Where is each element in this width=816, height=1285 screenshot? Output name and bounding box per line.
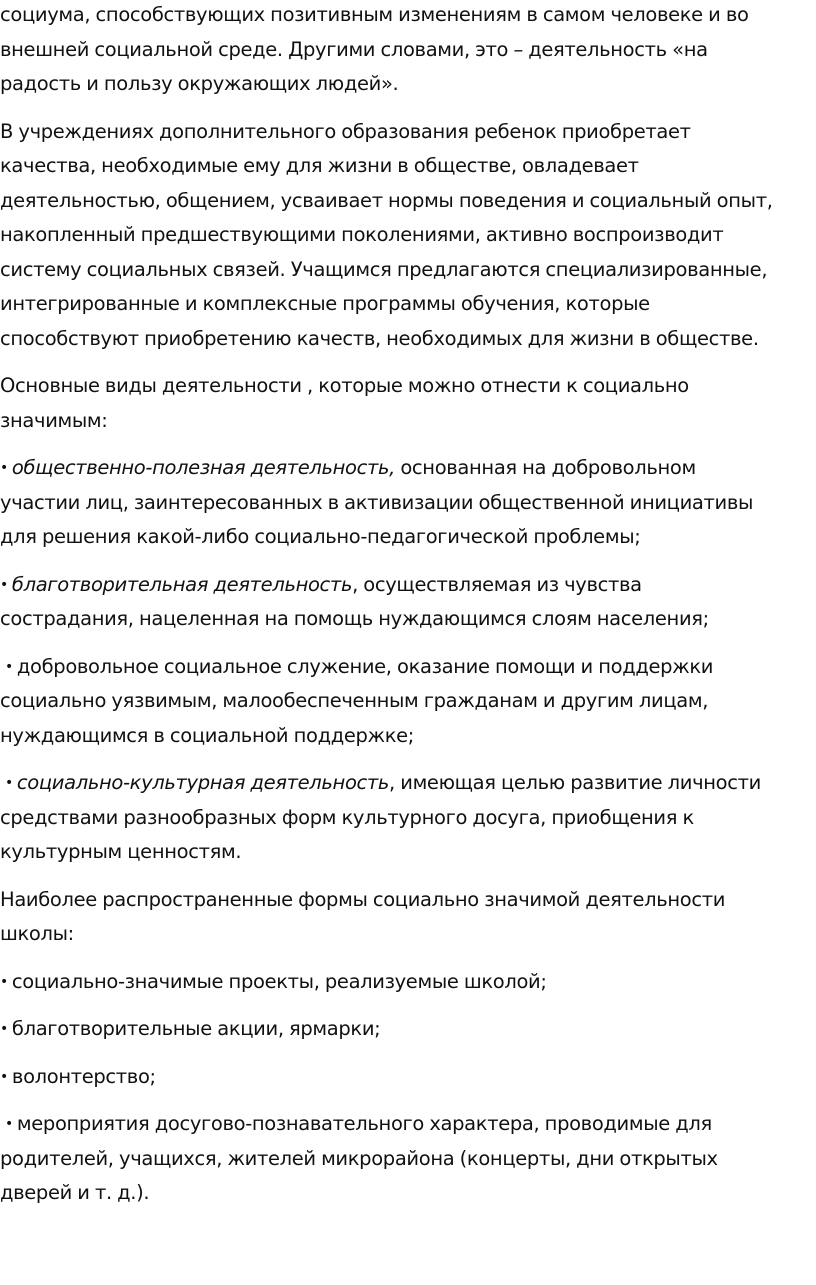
text-line: нуждающимся в социальной поддержке; (0, 723, 415, 747)
paragraph-school-forms-intro (0, 883, 816, 952)
text-line (0, 1107, 816, 1142)
text-line: для решения какой-либо социально-педагогической проблемы; (0, 525, 641, 548)
text-line: внешней социальной среде. Другими словами, это – деятельность «на (0, 37, 708, 61)
text-line (0, 650, 816, 685)
italic-term: общественно-полезная деятельность, (11, 456, 395, 479)
list-item-leisure-events (0, 1107, 816, 1211)
text-fragment: , осуществляемая из чувства (352, 572, 642, 596)
text-fragment: социально-значимые проекты, реализуемые школой; (11, 969, 547, 993)
text-line: участии лиц, заинтересованных в активизации общественной инициативы (0, 490, 754, 514)
bullet-icon: • (0, 576, 8, 593)
paragraph-additional-education (0, 115, 816, 357)
paragraph-activity-types-intro (0, 369, 816, 438)
text-line: Наиболее распространенные формы социально значимой деятельности (0, 887, 726, 911)
text-fragment: благотворительные акции, ярмарки; (11, 1017, 381, 1040)
text-line: родителей, учащихся, жителей микрорайона (концерты, дни открытых (0, 1146, 718, 1170)
list-item-volunteering (0, 1060, 816, 1095)
list-item-socially-useful (0, 451, 816, 555)
bullet-icon: • (0, 460, 8, 476)
text-line: социума, способствующих позитивным изменениям в самом человеке и во (0, 3, 749, 26)
text-fragment: , имеющая целью развитие личности (389, 771, 761, 794)
text-line: культурным ценностям. (0, 840, 242, 863)
text-line: школы: (0, 922, 74, 945)
paragraph-continuation (0, 0, 816, 102)
text-line: накопленный предшествующими поколениями, активно воспроизводит (0, 223, 724, 246)
text-line (0, 766, 816, 801)
text-line (0, 1012, 816, 1047)
bullet-icon: • (0, 973, 8, 990)
bullet-icon: • (5, 1116, 13, 1132)
text-line: интегрированные и комплексные программы обучения, которые (0, 292, 650, 315)
bullet-icon: • (5, 775, 13, 791)
list-item-charity (0, 568, 816, 637)
text-line: значимым: (0, 408, 108, 432)
text-line: способствуют приобретению качеств, необходимых для жизни в обществе. (0, 326, 759, 350)
text-fragment: добровольное социальное служение, оказание помощи и поддержки (16, 654, 714, 678)
text-line (0, 1060, 816, 1095)
list-item-voluntary-service (0, 650, 816, 754)
text-line: Основные виды деятельности , которые можно отнести к социально (0, 374, 689, 397)
text-line (0, 965, 816, 1000)
text-line: деятельностью, общением, усваивает нормы поведения и социальный опыт, (0, 188, 773, 212)
italic-term: социально-культурная деятельность (16, 771, 390, 794)
list-item-charity-actions (0, 1012, 816, 1047)
text-line: средствами разнообразных форм культурного досуга, приобщения к (0, 805, 694, 829)
text-line (0, 451, 816, 486)
bullet-icon: • (0, 1021, 8, 1037)
text-line: В учреждениях дополнительного образования ребенок приобретает (0, 119, 691, 143)
bullet-icon: • (0, 1068, 8, 1085)
text-line: социально уязвимым, малообеспеченным гражданам и другим лицам, (0, 689, 709, 712)
list-item-projects (0, 965, 816, 1000)
text-line: дверей и т. д.). (0, 1181, 150, 1204)
text-fragment: волонтерство; (11, 1064, 156, 1088)
text-line: качества, необходимые ему для жизни в обществе, овладевает (0, 154, 639, 177)
text-fragment: мероприятия досугово-познавательного характера, проводимые для (16, 1112, 712, 1135)
text-line: радость и пользу окружающих людей». (0, 72, 399, 95)
italic-term: благотворительная деятельность (11, 572, 353, 596)
text-line: систему социальных связей. Учащимся предлагаются специализированные, (0, 257, 768, 281)
text-line (0, 568, 816, 603)
text-line: сострадания, нацеленная на помощь нуждающимся слоям населения; (0, 607, 709, 630)
bullet-icon: • (5, 658, 13, 675)
list-item-socio-cultural (0, 766, 816, 870)
text-fragment: основанная на добровольном (395, 456, 696, 479)
